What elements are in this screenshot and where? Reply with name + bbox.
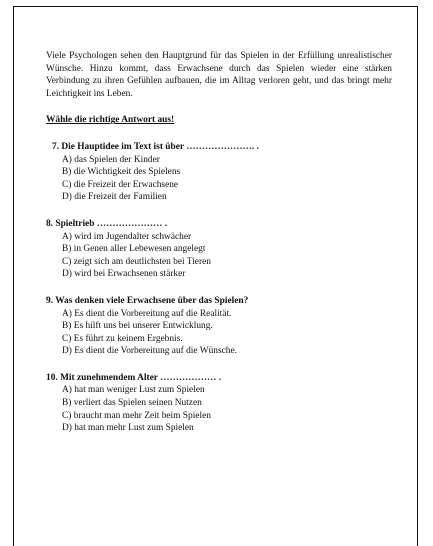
option-b: B) die Wichtigkeit des Spielens [62,167,181,178]
question-text: 9. Was denken viele Erwachsene über das Spielen? [46,295,249,306]
option-d: D) Es dient die Vorbereitung auf die Wünsche. [62,346,237,357]
option-b: B) in Genen aller Lebewesen angelegt [62,244,206,255]
option-d: D) wird bei Erwachsenen stärker [62,269,186,280]
option-d: D) hat man mehr Lust zum Spielen [62,423,194,434]
option-a: A) das Spielen der Kinder [62,154,160,165]
option-a: A) Es dient die Vorbereitung auf die Realität. [62,308,232,319]
option-a: A) wird im Jugendalter schwächer [62,231,192,242]
option-d: D) die Freizeit der Familien [62,192,167,203]
option-c: C) die Freizeit der Erwachsene [62,179,179,190]
option-b: B) Es hilft uns bei unserer Entwicklung. [62,321,213,332]
worksheet-content [46,50,392,435]
worksheet-page [13,6,418,546]
answer-options [46,231,392,281]
question-7 [46,141,392,204]
question-9 [46,295,392,358]
question-text: 7. Die Hauptidee im Text ist über …………………. . [52,141,259,152]
instruction-heading: Wähle die richtige Antwort aus! [46,115,175,126]
option-b: B) verliert das Spielen seinen Nutzen [62,398,202,409]
question-text: 10. Mit zunehmendem Alter ……………… . [46,372,222,383]
answer-options [46,308,392,358]
option-c: C) zeigt sich am deutlichsten bei Tieren [62,256,211,267]
question-8 [46,218,392,281]
question-text: 8. Spieltrieb ………………… . [46,218,168,229]
question-10 [46,372,392,435]
option-a: A) hat man weniger Lust zum Spielen [62,385,205,396]
answer-options [46,154,392,204]
option-c: C) braucht man mehr Zeit beim Spielen [62,410,211,421]
intro-paragraph: Viele Psychologen sehen den Hauptgrund für das Spielen in der Erfüllung unrealistischer Wünsche. Hinzu kommt, dass Erwachsene durch das Spielen wieder eine stärken Verbindung zu ihren Gefühlen aufbauen, die im Alltag verloren geht, und das bringt mehr Leichtigkeit ins Leben. [46,51,392,99]
answer-options [46,384,392,434]
option-c: C) Es führt zu keinem Ergebnis. [62,333,183,344]
